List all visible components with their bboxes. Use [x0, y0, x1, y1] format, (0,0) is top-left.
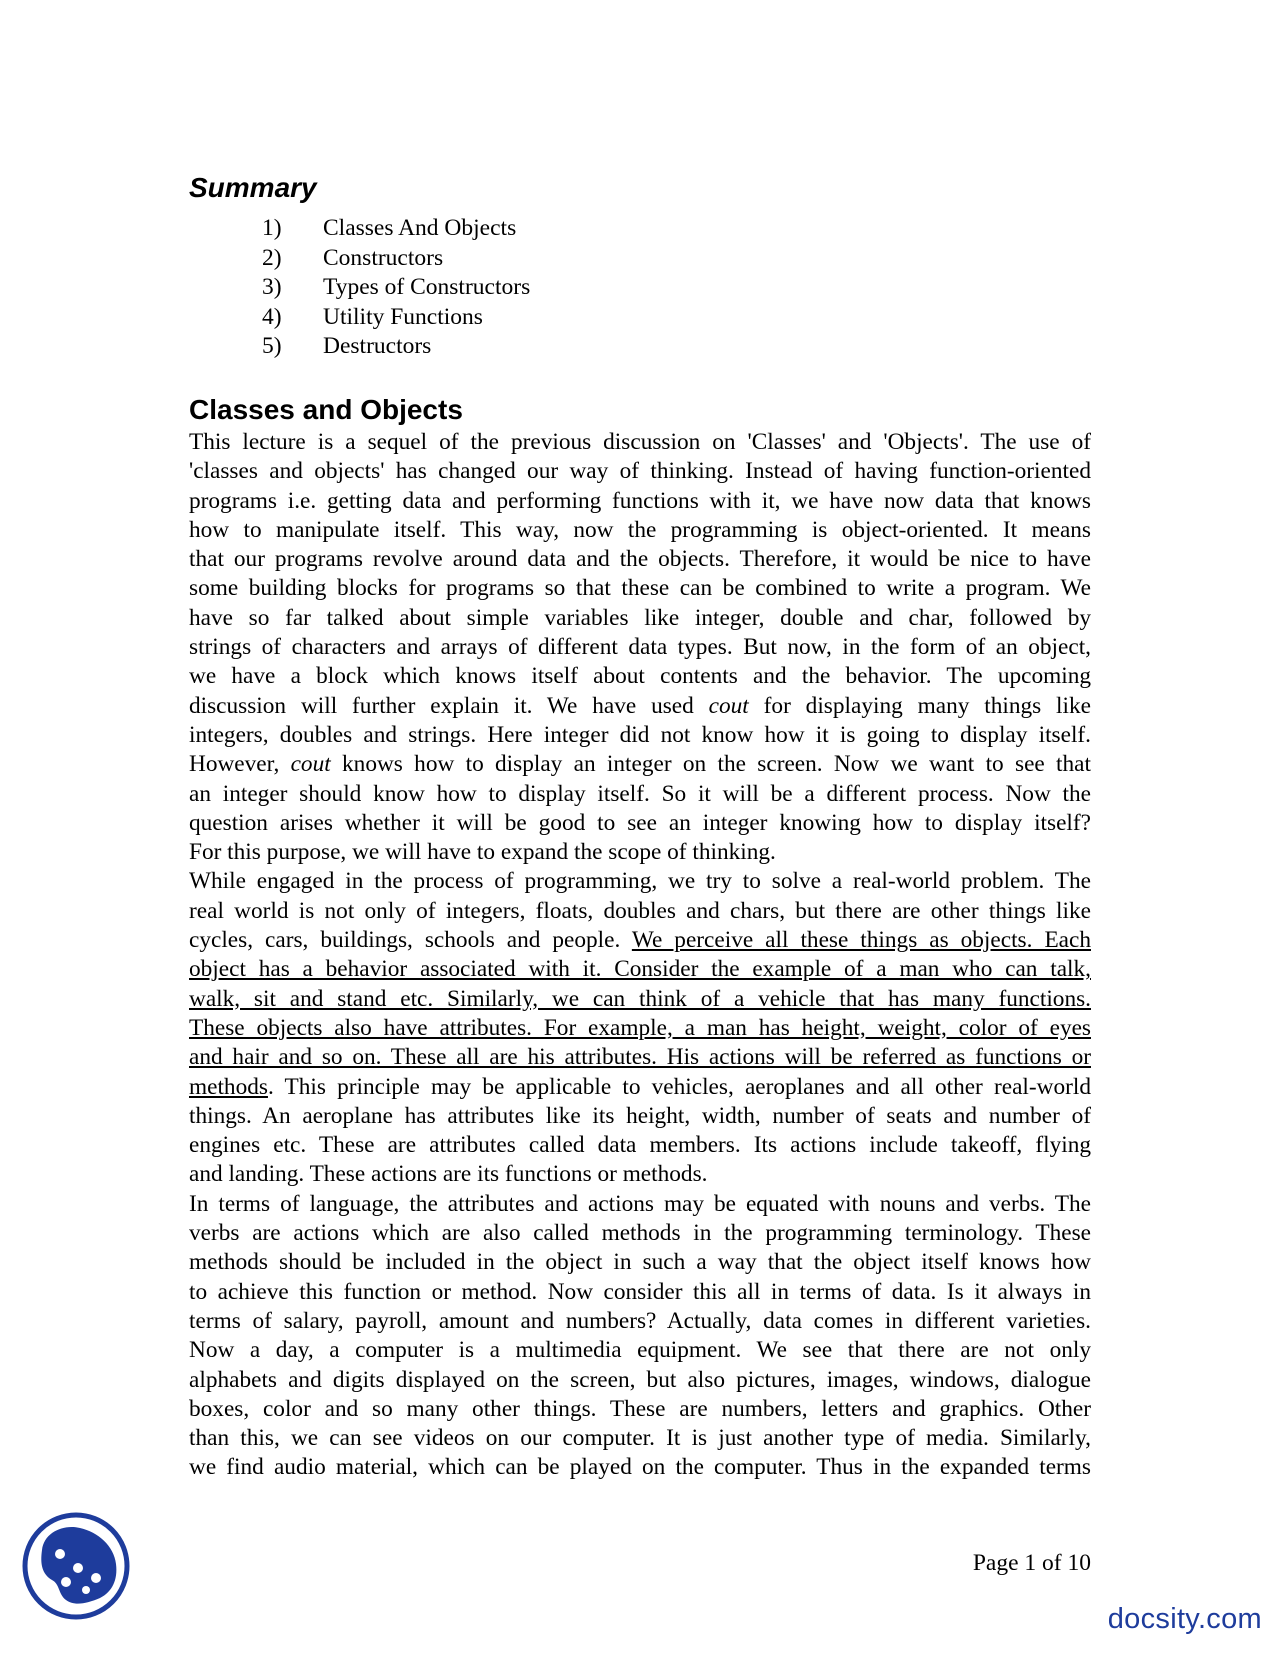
- summary-item-label: Destructors: [323, 333, 432, 359]
- text-run: how to manipulate itself. This way, now the programming is object-oriented. It means: [189, 516, 1091, 543]
- brand-wordmark: docsity.com: [1107, 1603, 1262, 1635]
- text-line: [189, 428, 1091, 457]
- summary-item: [262, 214, 530, 244]
- text-run: However,: [189, 751, 291, 778]
- text-run: verbs are actions which are also called methods in the programming terminology. These: [189, 1220, 1091, 1247]
- summary-item-number: 5): [262, 333, 282, 359]
- text-run: for displaying many things like: [748, 692, 1091, 719]
- text-line: [189, 574, 1091, 603]
- text-run: engines etc. These are attributes called data members. Its actions include takeoff, flying: [189, 1132, 1091, 1159]
- text-line: [189, 633, 1091, 662]
- text-run: methods should be included in the object in such a way that the object itself knows how: [189, 1249, 1091, 1276]
- text-line: [189, 1190, 1091, 1219]
- text-run: This lecture is a sequel of the previous discussion on 'Classes' and 'Objects'. The use of: [189, 429, 1091, 455]
- text-run: some building blocks for programs so that these can be combined to write a program. We: [189, 575, 1091, 602]
- text-line: [189, 1219, 1091, 1248]
- summary-title: Summary: [189, 172, 317, 203]
- text-line: [189, 780, 1091, 809]
- text-line: [189, 1043, 1091, 1072]
- text-run: we have a block which knows itself about contents and the behavior. The upcoming: [189, 663, 1091, 690]
- italic-code-term: cout: [290, 751, 331, 778]
- summary-item-label: Constructors: [323, 244, 444, 271]
- section-title: Classes and Objects: [189, 394, 463, 425]
- underlined-text: and hair and so on. These all are his attributes. His actions will be referred as functions or: [189, 1044, 1091, 1071]
- body-text: [189, 428, 1091, 1483]
- text-line: [189, 750, 1091, 779]
- text-line: [189, 1160, 1091, 1189]
- text-run: boxes, color and so many other things. These are numbers, letters and graphics. Other: [189, 1395, 1091, 1422]
- text-run: For this purpose, we will have to expand the scope of thinking.: [189, 839, 776, 866]
- summary-item-number: 1): [262, 215, 282, 241]
- text-line: [189, 1395, 1091, 1424]
- text-run: we find audio material, which can be played on the computer. Thus in the expanded terms: [189, 1454, 1091, 1481]
- text-run: knows how to display an integer on the screen. Now we want to see that: [330, 751, 1091, 778]
- text-line: [189, 809, 1091, 838]
- summary-item-label: Types of Constructors: [323, 274, 531, 300]
- text-line: [189, 838, 1091, 867]
- text-run: terms of salary, payroll, amount and numbers? Actually, data comes in different varieties.: [189, 1307, 1091, 1334]
- summary-list: [262, 214, 530, 362]
- underlined-text: We perceive all these things as objects. Each: [631, 927, 1091, 954]
- text-run: real world is not only of integers, floats, doubles and chars, but there are other things like: [189, 897, 1091, 924]
- text-line: [189, 662, 1091, 691]
- text-line: [189, 1336, 1091, 1365]
- text-run: than this, we can see videos on our computer. It is just another type of media. Similarly,: [189, 1425, 1091, 1452]
- text-line: [189, 1307, 1091, 1336]
- text-run: have so far talked about simple variables like integer, double and char, followed by: [189, 604, 1091, 631]
- text-line: [189, 721, 1091, 750]
- underlined-text: methods: [189, 1073, 268, 1100]
- text-line: [189, 1366, 1091, 1395]
- text-line: [189, 897, 1091, 926]
- summary-item-number: 4): [262, 303, 282, 330]
- summary-item: [262, 244, 530, 274]
- text-line: [189, 1102, 1091, 1131]
- text-run: things. An aeroplane has attributes like its height, width, number of seats and number of: [189, 1102, 1091, 1129]
- text-run: integers, doubles and strings. Here integer did not know how it is going to display itself.: [189, 721, 1091, 748]
- text-line: [189, 955, 1091, 984]
- text-line: [189, 926, 1091, 955]
- text-line: [189, 1424, 1091, 1453]
- summary-item-label: Classes And Objects: [323, 215, 517, 241]
- text-run: programs i.e. getting data and performing functions with it, we have now data that knows: [189, 487, 1091, 514]
- text-line: [189, 1278, 1091, 1307]
- text-run: that our programs revolve around data and the objects. Therefore, it would be nice to have: [189, 546, 1091, 573]
- text-run: In terms of language, the attributes and actions may be equated with nouns and verbs. The: [189, 1190, 1091, 1217]
- text-line: [189, 1131, 1091, 1160]
- text-line: [189, 487, 1091, 516]
- text-run: cycles, cars, buildings, schools and people.: [189, 927, 632, 954]
- text-line: [189, 1073, 1091, 1102]
- text-line: [189, 516, 1091, 545]
- text-line: [189, 457, 1091, 486]
- text-run: alphabets and digits displayed on the screen, but also pictures, images, windows, dialogue: [189, 1366, 1091, 1393]
- text-run: . This principle may be applicable to vehicles, aeroplanes and all other real-world: [267, 1073, 1091, 1100]
- summary-item: [262, 273, 530, 303]
- text-run: strings of characters and arrays of different data types. But now, in the form of an object,: [189, 634, 1091, 661]
- text-line: [189, 1453, 1091, 1482]
- underlined-text: walk, sit and stand etc. Similarly, we can think of a vehicle that has many functions.: [189, 985, 1091, 1012]
- page-number: Page 1 of 10: [972, 1550, 1091, 1576]
- text-line: [189, 545, 1091, 574]
- underlined-text: object has a behavior associated with it. Consider the example of a man who can talk,: [189, 956, 1091, 983]
- underlined-text: These objects also have attributes. For example, a man has height, weight, color of eyes: [189, 1014, 1091, 1041]
- text-run: an integer should know how to display itself. So it will be a different process. Now the: [189, 780, 1091, 807]
- summary-item-number: 3): [262, 274, 282, 300]
- text-run: 'classes and objects' has changed our way of thinking. Instead of having function-oriented: [189, 458, 1091, 485]
- summary-item: [262, 332, 530, 362]
- text-line: [189, 1248, 1091, 1277]
- text-run: Now a day, a computer is a multimedia equipment. We see that there are not only: [189, 1337, 1091, 1364]
- docsity-logo-icon: [20, 1510, 132, 1622]
- text-line: [189, 692, 1091, 721]
- summary-item-number: 2): [262, 244, 282, 271]
- summary-item-label: Utility Functions: [323, 303, 483, 330]
- text-run: question arises whether it will be good to see an integer knowing how to display itself?: [189, 809, 1091, 836]
- italic-code-term: cout: [708, 692, 749, 719]
- text-run: While engaged in the process of programming, we try to solve a real-world problem. The: [189, 868, 1091, 895]
- text-run: to achieve this function or method. Now consider this all in terms of data. Is it always in: [189, 1278, 1091, 1305]
- text-line: [189, 985, 1091, 1014]
- text-run: discussion will further explain it. We have used: [189, 692, 709, 719]
- text-line: [189, 1014, 1091, 1043]
- text-run: and landing. These actions are its functions or methods.: [189, 1161, 708, 1188]
- text-line: [189, 604, 1091, 633]
- summary-item: [262, 303, 530, 333]
- text-line: [189, 867, 1091, 896]
